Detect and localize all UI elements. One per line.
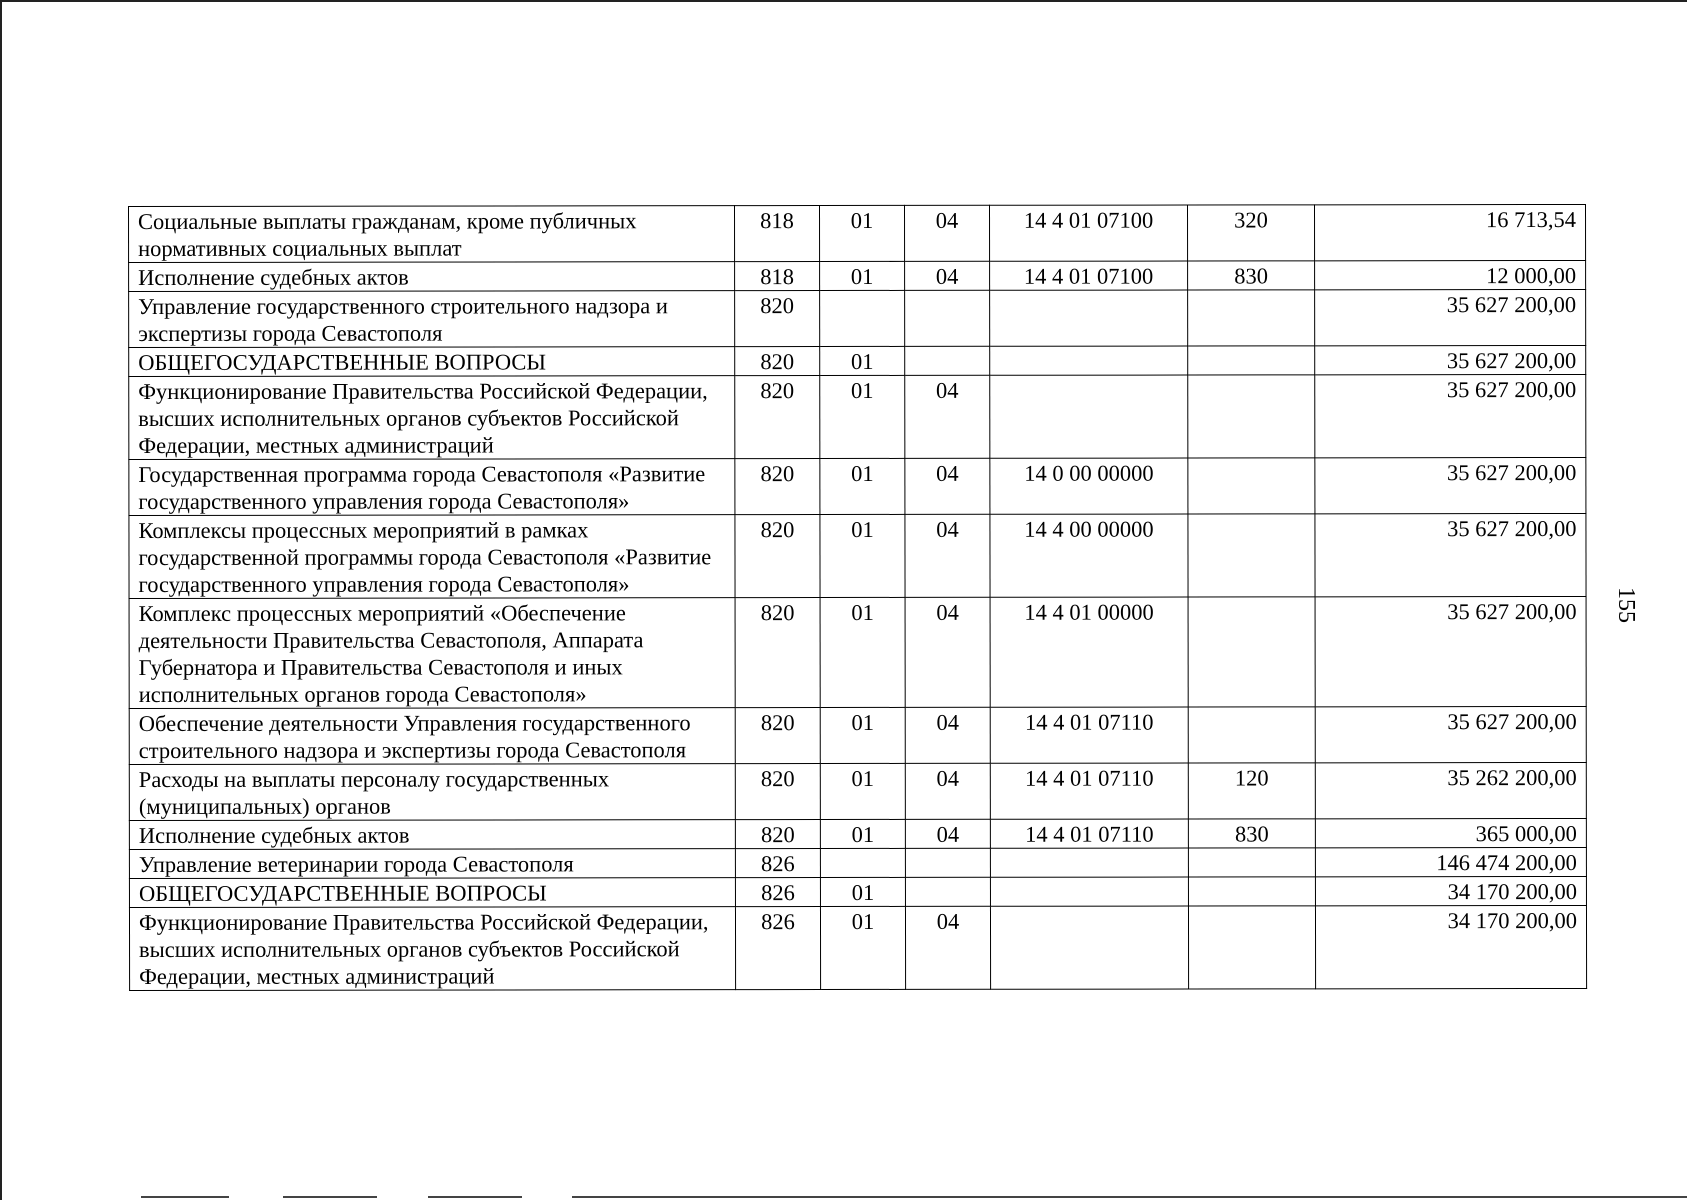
scan-edge-left	[0, 0, 2, 1200]
row-rz: 01	[820, 514, 905, 597]
table-row	[129, 847, 1586, 878]
row-pr	[905, 848, 990, 877]
row-name: Государственная программа города Севастополя «Развитие государственного управления города Севастополя»	[129, 459, 735, 516]
footer-rule	[428, 1196, 522, 1198]
row-sum: 34 170 200,00	[1315, 905, 1586, 988]
row-pr: 04	[905, 707, 990, 763]
row-pr: 04	[905, 763, 990, 819]
row-pr: 04	[905, 261, 990, 290]
footer-rule	[572, 1196, 1687, 1198]
row-sum: 35 627 200,00	[1315, 457, 1586, 513]
table-row	[129, 513, 1586, 598]
row-sum: 35 262 200,00	[1315, 762, 1586, 818]
row-rz: 01	[820, 597, 905, 707]
table-row	[129, 706, 1586, 764]
row-name: Комплекс процессных мероприятий «Обеспечение деятельности Правительства Севастополя, Аппарата Губернатора и Правительства Севастополя и иных исполнительных органов города Севастополя»	[129, 598, 735, 709]
row-sum: 35 627 200,00	[1315, 374, 1586, 457]
footer-rule	[283, 1196, 377, 1198]
row-csr: 14 4 00 00000	[990, 514, 1188, 597]
row-ved: 826	[735, 907, 820, 990]
row-ved: 826	[735, 849, 820, 878]
table-row	[129, 345, 1586, 376]
row-vr	[1188, 375, 1315, 458]
row-csr: 14 4 01 07110	[990, 763, 1188, 819]
row-pr: 04	[905, 819, 990, 848]
table-row	[129, 818, 1586, 849]
row-name: Исполнение судебных актов	[129, 820, 735, 850]
row-ved: 820	[735, 376, 820, 459]
row-ved: 820	[735, 347, 820, 376]
row-rz: 01	[820, 458, 905, 514]
row-name: Комплексы процессных мероприятий в рамках государственной программы города Севастополя «Развитие государственного управления города Севастополя»	[129, 515, 735, 599]
row-name: Функционирование Правительства Российской Федерации, высших исполнительных органов субъектов Российской Федерации, местных администраций	[129, 907, 735, 991]
row-csr	[990, 290, 1188, 346]
row-name: Управление государственного строительного надзора и экспертизы города Севастополя	[129, 291, 735, 348]
row-vr	[1188, 707, 1315, 763]
row-name: Исполнение судебных актов	[129, 262, 735, 292]
row-rz: 01	[820, 763, 905, 819]
row-sum: 35 627 200,00	[1315, 513, 1586, 596]
row-csr	[990, 877, 1188, 906]
row-vr: 830	[1188, 819, 1315, 848]
row-vr	[1188, 458, 1315, 514]
row-rz: 01	[820, 261, 905, 290]
budget-table-body	[129, 204, 1587, 990]
row-name: Социальные выплаты гражданам, кроме публичных нормативных социальных выплат	[129, 206, 735, 263]
row-rz: 01	[820, 707, 905, 763]
footer-rule	[141, 1196, 229, 1198]
row-vr	[1188, 848, 1315, 877]
row-ved: 820	[735, 598, 820, 708]
table-row	[129, 260, 1586, 291]
row-rz: 01	[820, 819, 905, 848]
table-row	[129, 596, 1586, 708]
row-vr	[1188, 290, 1315, 346]
row-sum: 34 170 200,00	[1315, 876, 1586, 905]
row-sum: 16 713,54	[1314, 204, 1585, 260]
row-rz	[820, 848, 905, 877]
row-vr: 120	[1188, 763, 1315, 819]
row-csr	[990, 375, 1188, 458]
row-rz: 01	[820, 906, 905, 989]
table-row	[129, 204, 1586, 262]
row-csr: 14 4 01 07110	[990, 819, 1188, 848]
row-vr	[1188, 346, 1315, 375]
row-ved: 820	[735, 708, 820, 764]
table-row	[129, 457, 1586, 515]
row-csr: 14 0 00 00000	[990, 458, 1188, 514]
row-ved: 818	[735, 206, 820, 262]
row-vr	[1188, 906, 1315, 989]
row-ved: 820	[735, 764, 820, 820]
table-row	[129, 905, 1586, 990]
row-sum: 35 627 200,00	[1315, 289, 1586, 345]
row-ved: 820	[735, 820, 820, 849]
row-rz: 01	[820, 205, 905, 261]
row-csr: 14 4 01 07110	[990, 707, 1188, 763]
row-pr: 04	[905, 597, 990, 707]
row-pr: 04	[905, 906, 990, 989]
row-name: Управление ветеринарии города Севастополя	[129, 849, 735, 879]
row-name: ОБЩЕГОСУДАРСТВЕННЫЕ ВОПРОСЫ	[129, 347, 735, 377]
page-number: 155	[1613, 587, 1639, 623]
row-sum: 365 000,00	[1315, 818, 1586, 847]
row-name: ОБЩЕГОСУДАРСТВЕННЫЕ ВОПРОСЫ	[129, 878, 735, 908]
row-ved: 818	[735, 262, 820, 291]
row-vr	[1188, 877, 1315, 906]
row-rz: 01	[820, 877, 905, 906]
row-pr: 04	[905, 375, 990, 458]
row-pr: 04	[905, 514, 990, 597]
budget-table	[128, 204, 1587, 991]
row-sum: 35 627 200,00	[1315, 706, 1586, 762]
table-row	[129, 762, 1586, 820]
row-sum: 12 000,00	[1315, 260, 1586, 289]
row-vr	[1188, 514, 1315, 597]
row-rz: 01	[820, 375, 905, 458]
row-sum: 35 627 200,00	[1315, 345, 1586, 374]
row-sum: 35 627 200,00	[1315, 596, 1586, 706]
row-csr: 14 4 01 00000	[990, 597, 1188, 707]
row-csr: 14 4 01 07100	[989, 205, 1187, 261]
scan-edge-top	[0, 0, 1687, 2]
row-pr: 04	[905, 458, 990, 514]
row-ved: 820	[735, 515, 820, 598]
row-csr	[990, 346, 1188, 375]
row-ved: 820	[735, 459, 820, 515]
row-pr	[905, 290, 990, 346]
table-row	[129, 876, 1586, 907]
row-ved: 826	[735, 878, 820, 907]
row-ved: 820	[735, 291, 820, 347]
table-row	[129, 289, 1586, 347]
row-vr	[1188, 597, 1315, 707]
row-vr: 830	[1188, 261, 1315, 290]
row-rz: 01	[820, 346, 905, 375]
row-csr	[990, 906, 1188, 989]
row-rz	[820, 290, 905, 346]
row-sum: 146 474 200,00	[1315, 847, 1586, 876]
row-name: Расходы на выплаты персоналу государственных (муниципальных) органов	[129, 764, 735, 821]
row-vr: 320	[1187, 205, 1314, 261]
row-csr: 14 4 01 07100	[990, 261, 1188, 290]
row-csr	[990, 848, 1188, 877]
row-name: Функционирование Правительства Российской Федерации, высших исполнительных органов субъектов Российской Федерации, местных администраций	[129, 376, 735, 460]
row-name: Обеспечение деятельности Управления государственного строительного надзора и экспертизы города Севастополя	[129, 708, 735, 765]
table-row	[129, 374, 1586, 459]
row-pr: 04	[904, 205, 989, 261]
row-pr	[905, 877, 990, 906]
row-pr	[905, 346, 990, 375]
